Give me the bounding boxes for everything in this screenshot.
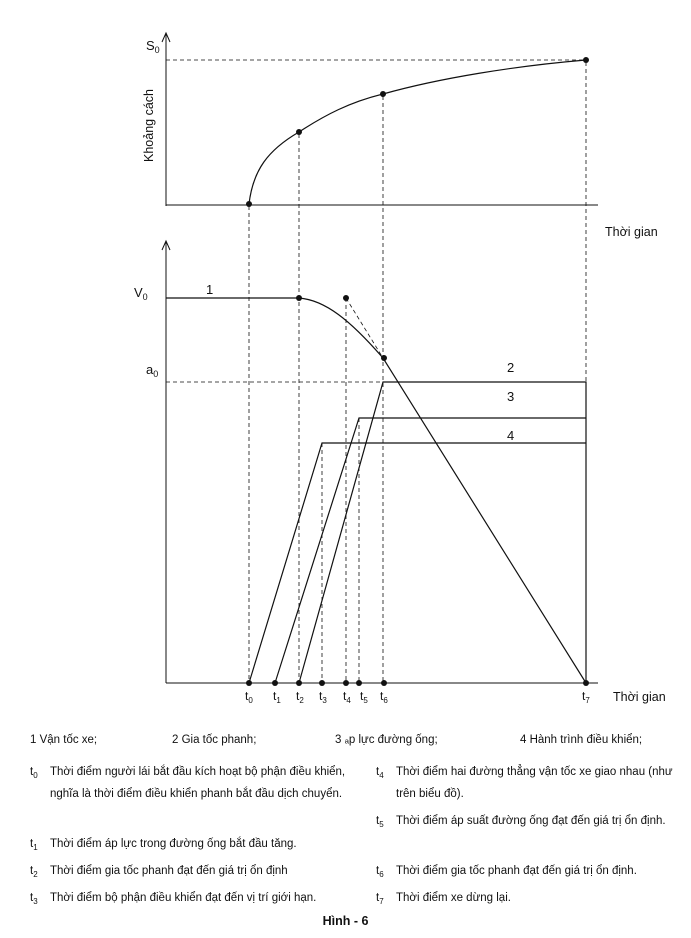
definition-t1-text: Thời điểm áp lực trong đường ống bắt đầu tăng. (50, 838, 297, 850)
definition-t1-key: $t_1$ (30, 838, 38, 852)
definition-t2-key: $t_2$ (30, 865, 38, 879)
figure-caption: Hình - 6 (322, 914, 369, 928)
distance-x-axis-title: Thời gian (605, 225, 658, 239)
marker-t7 (583, 680, 589, 686)
definition-t4 (376, 761, 681, 805)
lower-x-axis-title: Thời gian (613, 690, 666, 704)
marker-t4 (343, 680, 349, 686)
definition-t3-key: $t_3$ (30, 892, 38, 906)
marker-t0 (246, 680, 252, 686)
definition-t5-key: $t_5$ (376, 815, 384, 829)
projection-lines (166, 62, 586, 683)
tick-t5: $t_5$ (360, 689, 368, 705)
tangent-line (346, 298, 383, 358)
a0-label: $a_0$ (146, 362, 159, 379)
tick-t2: $t_2$ (296, 689, 304, 705)
definition-t5 (376, 810, 681, 854)
marker-t3 (319, 680, 325, 686)
definition-t3 (30, 887, 370, 909)
tick-labels (245, 689, 590, 705)
definition-t2 (30, 860, 360, 882)
definition-t7-text: Thời điểm xe dừng lại. (396, 892, 511, 904)
definition-t4-text: Thời điểm hai đường thẳng vận tốc xe giao nhau (như trên biểu đồ). (396, 766, 673, 800)
curve-label-2: 2 (507, 360, 515, 375)
marker-t5 (356, 680, 362, 686)
speed-curve (166, 298, 586, 683)
marker-t2 (296, 680, 302, 686)
curve-label-3: 3 (507, 389, 515, 404)
curve-label-1: 1 (206, 282, 214, 297)
deceleration-curve (299, 382, 586, 683)
definition-t6-key: $t_6$ (376, 865, 384, 879)
definition-t6-text: Thời điểm gia tốc phanh đạt đến giá trị ổn định. (396, 865, 637, 877)
speed-point-t4 (343, 295, 349, 301)
definition-t0-key: $t_0$ (30, 766, 38, 780)
tick-t0: $t_0$ (245, 689, 253, 705)
definition-t4-key: $t_4$ (376, 766, 384, 780)
definition-t5-text: Thời điểm áp suất đường ống đạt đến giá trị ổn định. (396, 815, 666, 827)
v0-label: $V_0$ (134, 285, 148, 302)
distance-y-axis-title: Khoảng cách (142, 89, 156, 162)
speed-point-t6 (381, 355, 387, 361)
tick-t3: $t_3$ (319, 689, 327, 705)
legend-item-1: 1 Vận tốc xe; (30, 734, 98, 746)
tick-t1: $t_1$ (273, 689, 281, 705)
definition-t0-text: Thời điểm người lái bắt đầu kích hoạt bộ phận điều khiển, nghĩa là thời điểm điều khiển phanh bắt đầu dịch chuyển. (50, 766, 346, 800)
tick-t6: $t_6$ (380, 689, 388, 705)
tick-t4: $t_4$ (343, 689, 351, 705)
control-travel-curve (249, 443, 586, 683)
curve-label-4: 4 (507, 428, 515, 443)
definition-t1 (30, 833, 360, 855)
marker-t6 (381, 680, 387, 686)
speed-point-t2 (296, 295, 302, 301)
legend-item-4: 4 Hành trình điều khiển; (520, 734, 643, 746)
legend-item-3: 3 ₐp lực đường ống; (335, 734, 438, 746)
definition-t7 (376, 887, 681, 909)
definition-t7-key: $t_7$ (376, 892, 384, 906)
legend-item-2: 2 Gia tốc phanh; (172, 734, 257, 746)
distance-chart (142, 33, 658, 239)
definition-t0 (30, 761, 360, 825)
tick-t7: $t_7$ (582, 689, 590, 705)
definition-t6 (376, 860, 681, 882)
definition-t2-text: Thời điểm gia tốc phanh đạt đến giá trị ổn định (50, 865, 288, 877)
marker-t1 (272, 680, 278, 686)
definition-t3-text: Thời điểm bộ phận điều khiển đạt đến vị trí giới hạn. (50, 892, 317, 904)
s0-label: $S_0$ (146, 38, 160, 55)
